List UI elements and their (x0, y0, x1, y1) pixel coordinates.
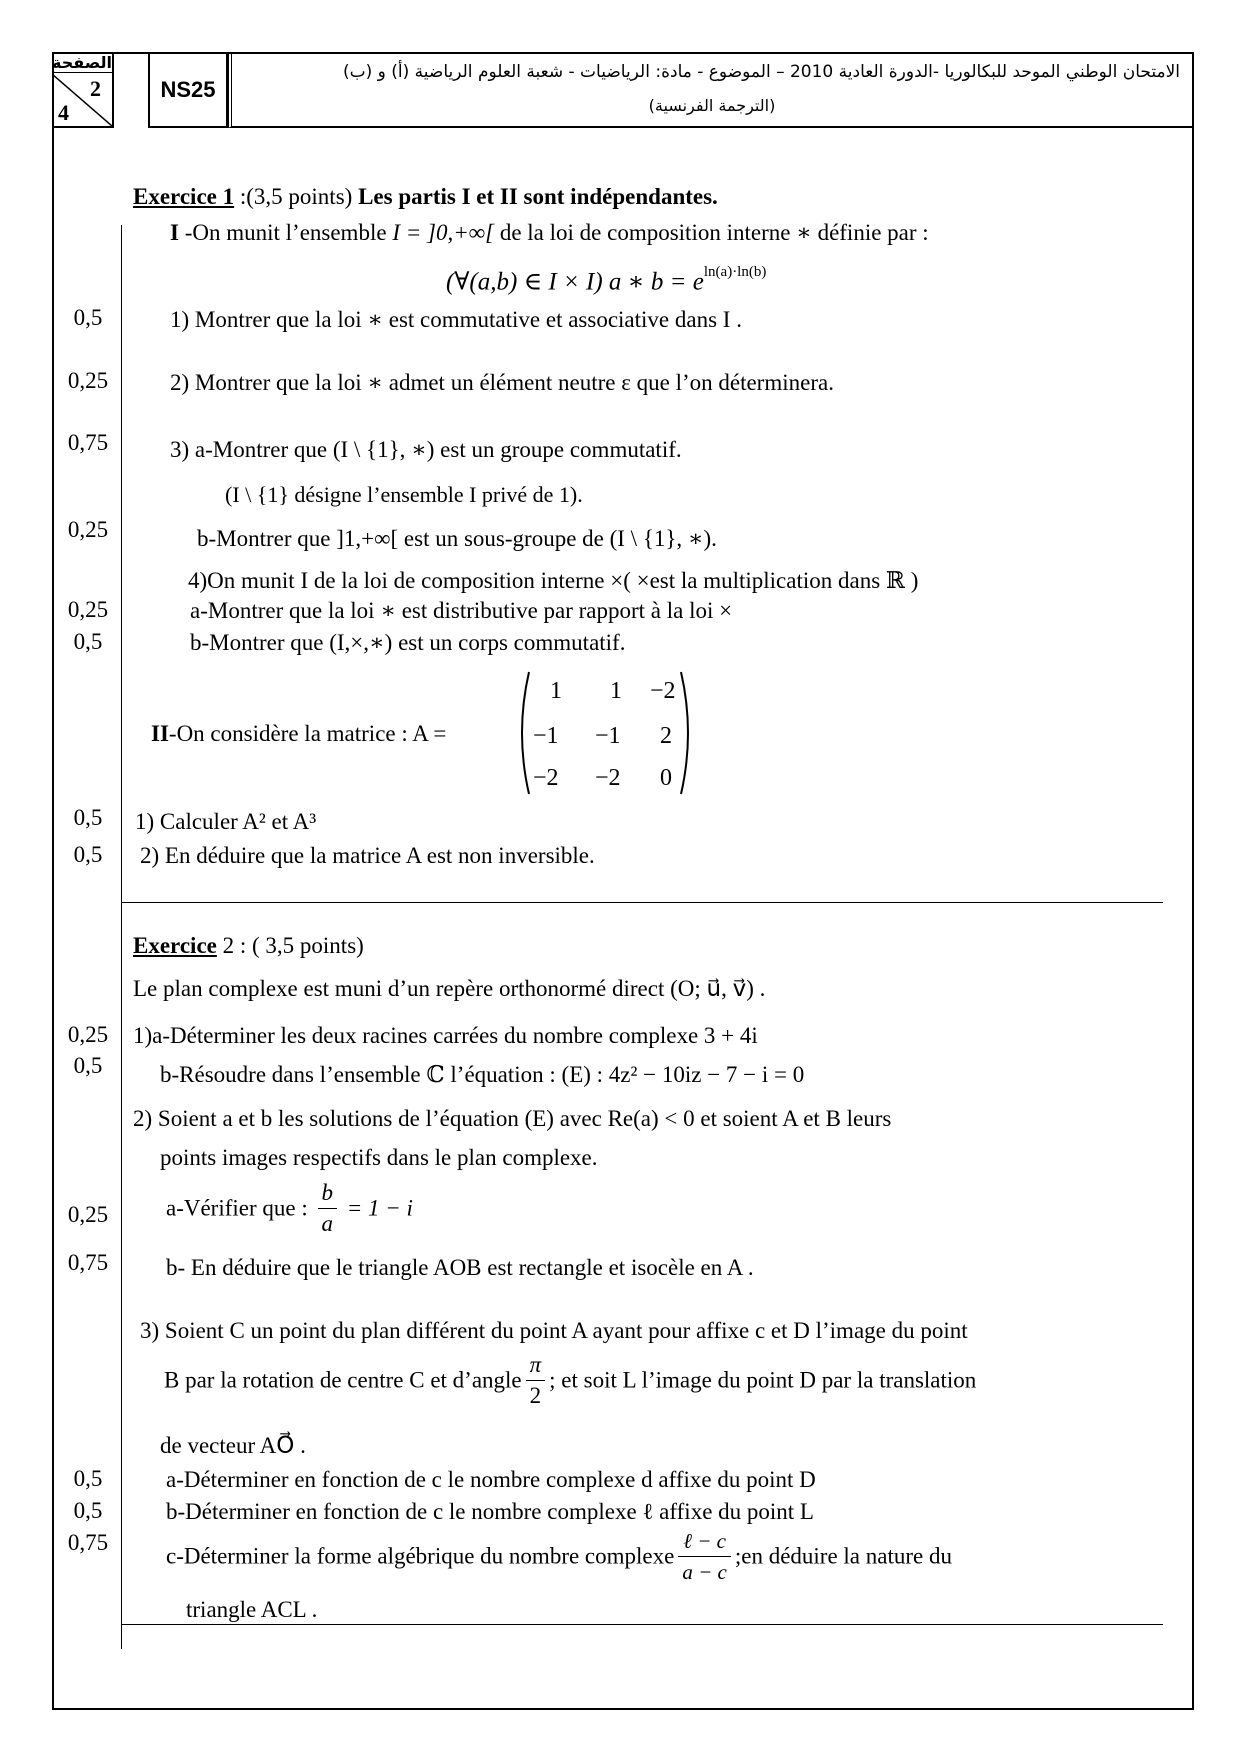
mark: 0,5 (73, 805, 103, 830)
set-i-definition: I = ]0,+∞[ (392, 220, 495, 245)
mark: 0,75 (67, 430, 109, 455)
question-i-3a: 3) a-Montrer que (I \ {1}, ∗) est un groupe commutatif. (170, 437, 682, 462)
question-2-3a: a-Déterminer en fonction de c le nombre complexe d affixe du point D (166, 1467, 816, 1492)
question-i-1: 1) Montrer que la loi ∗ est commutative et associative dans I . (170, 307, 742, 332)
question-2-3-line2 (164, 1350, 976, 1411)
fraction-rhs: = 1 − i (346, 1195, 413, 1221)
page-label: الصفحة (52, 53, 113, 72)
question-2-3-line3: de vecteur AO⃗ . (160, 1433, 306, 1458)
question-2-3c-a: c-Déterminer la forme algébrique du nombre complexe (166, 1543, 675, 1569)
mark: 0,5 (73, 842, 103, 867)
question-2-3c-line2: triangle ACL . (186, 1597, 318, 1622)
mark: 0,25 (67, 1022, 109, 1047)
page-total: 4 (58, 100, 69, 125)
part-i-intro (170, 219, 929, 247)
question-2-2b: b- En déduire que le triangle AOB est rectangle et isocèle en A . (166, 1255, 754, 1280)
exercise-2-intro: Le plan complexe est muni d’un repère orthonormé direct (O; u⃗, v⃗) . (133, 976, 766, 1001)
fraction-b-over-a (318, 1178, 338, 1239)
exercise-1-subtitle: Les partis I et II sont indépendantes. (358, 184, 718, 209)
question-2-2a-label: a-Vérifier que : (166, 1195, 308, 1221)
exam-code: NS25 (148, 52, 228, 128)
question-2-1a: 1)a-Déterminer les deux racines carrées du nombre complexe 3 + 4i (133, 1023, 758, 1048)
law-exponent: ln(a)·ln(b) (703, 264, 767, 280)
question-2-3c (166, 1526, 952, 1587)
question-i-4b: b-Montrer que (I,×,∗) est un corps commutatif. (190, 630, 626, 655)
matrix-cell: 2 (660, 723, 672, 749)
fraction-pi-over-2 (526, 1350, 546, 1411)
question-i-3-note: (I \ {1} désigne l’ensemble I privé de 1). (225, 482, 583, 507)
fraction-l-minus-c-over-a-minus-c (678, 1526, 731, 1587)
matrix-cell: −2 (533, 765, 559, 791)
fraction-denominator: a (321, 1211, 334, 1236)
fraction-denominator: 2 (529, 1383, 542, 1408)
part-i-intro-text2: de la loi de composition interne ∗ définie par : (494, 220, 929, 245)
mark: 0,25 (67, 1202, 109, 1227)
fraction-numerator: ℓ − c (678, 1526, 731, 1557)
matrix-cell: −2 (650, 678, 676, 704)
fraction-denominator: a − c (682, 1560, 727, 1584)
exercise-1-title: Exercice 1 (133, 184, 235, 209)
page-number-box (52, 52, 114, 128)
matrix-cell: −1 (533, 723, 559, 749)
exercise-separator (121, 902, 1163, 903)
fraction-numerator: b (318, 1178, 338, 1209)
part-ii-label: II (151, 721, 169, 746)
question-2-3-line2-a: B par la rotation de centre C et d’angle (164, 1367, 522, 1393)
mark: 0,5 (73, 1053, 103, 1078)
exercise-1-points: :(3,5 points) (234, 184, 359, 209)
question-ii-2: 2) En déduire que la matrice A est non inversible. (140, 843, 595, 868)
exercise-2-title: Exercice (133, 933, 217, 958)
matrix-cell: 1 (550, 678, 562, 704)
law-formula: (∀(a,b) ∈ I × I) a ∗ b = e (446, 268, 704, 296)
question-2-2a (166, 1178, 413, 1239)
mark: 0,5 (73, 305, 103, 330)
exam-title-box (228, 52, 1194, 128)
question-i-2: 2) Montrer que la loi ∗ admet un élément neutre ε que l’on déterminera. (170, 370, 834, 395)
question-2-3b: b-Déterminer en fonction de c le nombre complexe ℓ affixe du point L (166, 1499, 814, 1524)
question-i-3b: b-Montrer que ]1,+∞[ est un sous-groupe de (I \ {1}, ∗). (197, 526, 717, 551)
mark: 0,25 (67, 597, 109, 622)
part-ii-intro (151, 720, 446, 748)
question-i-4a: a-Montrer que la loi ∗ est distributive par rapport à la loi × (190, 598, 733, 623)
question-2-2: 2) Soient a et b les solutions de l’équation (E) avec Re(a) < 0 et soient A et B leurs (133, 1106, 892, 1131)
question-i-4: 4)On munit I de la loi de composition interne ×( ×est la multiplication dans ℝ ) (188, 568, 919, 593)
mark: 0,25 (67, 368, 109, 393)
mark: 0,5 (73, 1498, 103, 1523)
part-ii-intro-text: -On considère la matrice : A = (168, 721, 447, 746)
part-i-label: I (170, 220, 179, 245)
question-2-2-cont: points images respectifs dans le plan complexe. (160, 1145, 598, 1170)
page-frame (52, 52, 1194, 1710)
matrix-left-bracket (522, 672, 529, 794)
exam-title: الامتحان الوطني الموحد للبكالوريا -الدورة العادية 2010 – الموضوع - مادة: الرياضيات - شعبة العلوم الرياضية (أ) و (ب) (342, 62, 1180, 82)
question-2-3: 3) Soient C un point du plan différent du point A ayant pour affixe c et D l’image du point (140, 1318, 968, 1343)
part-i-intro-text: -On munit l’ensemble (178, 220, 393, 245)
exercise-1-heading (133, 183, 718, 211)
mark: 0,75 (67, 1250, 109, 1275)
matrix-cell: −1 (595, 723, 621, 749)
composition-law (446, 262, 766, 296)
mark: 0,25 (67, 517, 109, 542)
margin-rule (121, 225, 122, 1649)
exam-subtitle: (الترجمة الفرنسية) (648, 96, 776, 115)
question-2-1b: b-Résoudre dans l’ensemble ℂ l’équation : (E) : 4z² − 10iz − 7 − i = 0 (160, 1062, 805, 1087)
matrix-cell: 0 (660, 765, 672, 791)
mark: 0,75 (67, 1530, 109, 1555)
question-2-3-line2-b: ; et soit L l’image du point D par la translation (549, 1367, 977, 1393)
fraction-numerator: π (526, 1350, 546, 1381)
question-ii-1: 1) Calculer A² et A³ (135, 809, 317, 834)
matrix-cell: 1 (610, 678, 622, 704)
matrix-a (515, 668, 695, 798)
matrix-right-bracket (681, 672, 688, 794)
page-current: 2 (90, 76, 101, 101)
mark: 0,5 (73, 629, 103, 654)
question-2-3c-b: ;en déduire la nature du (734, 1543, 952, 1569)
exercise-2-heading (133, 932, 364, 960)
exercise-2-points: 2 : ( 3,5 points) (216, 933, 364, 958)
mark: 0,5 (73, 1466, 103, 1491)
matrix-cell: −2 (595, 765, 621, 791)
bottom-separator (121, 1624, 1163, 1625)
